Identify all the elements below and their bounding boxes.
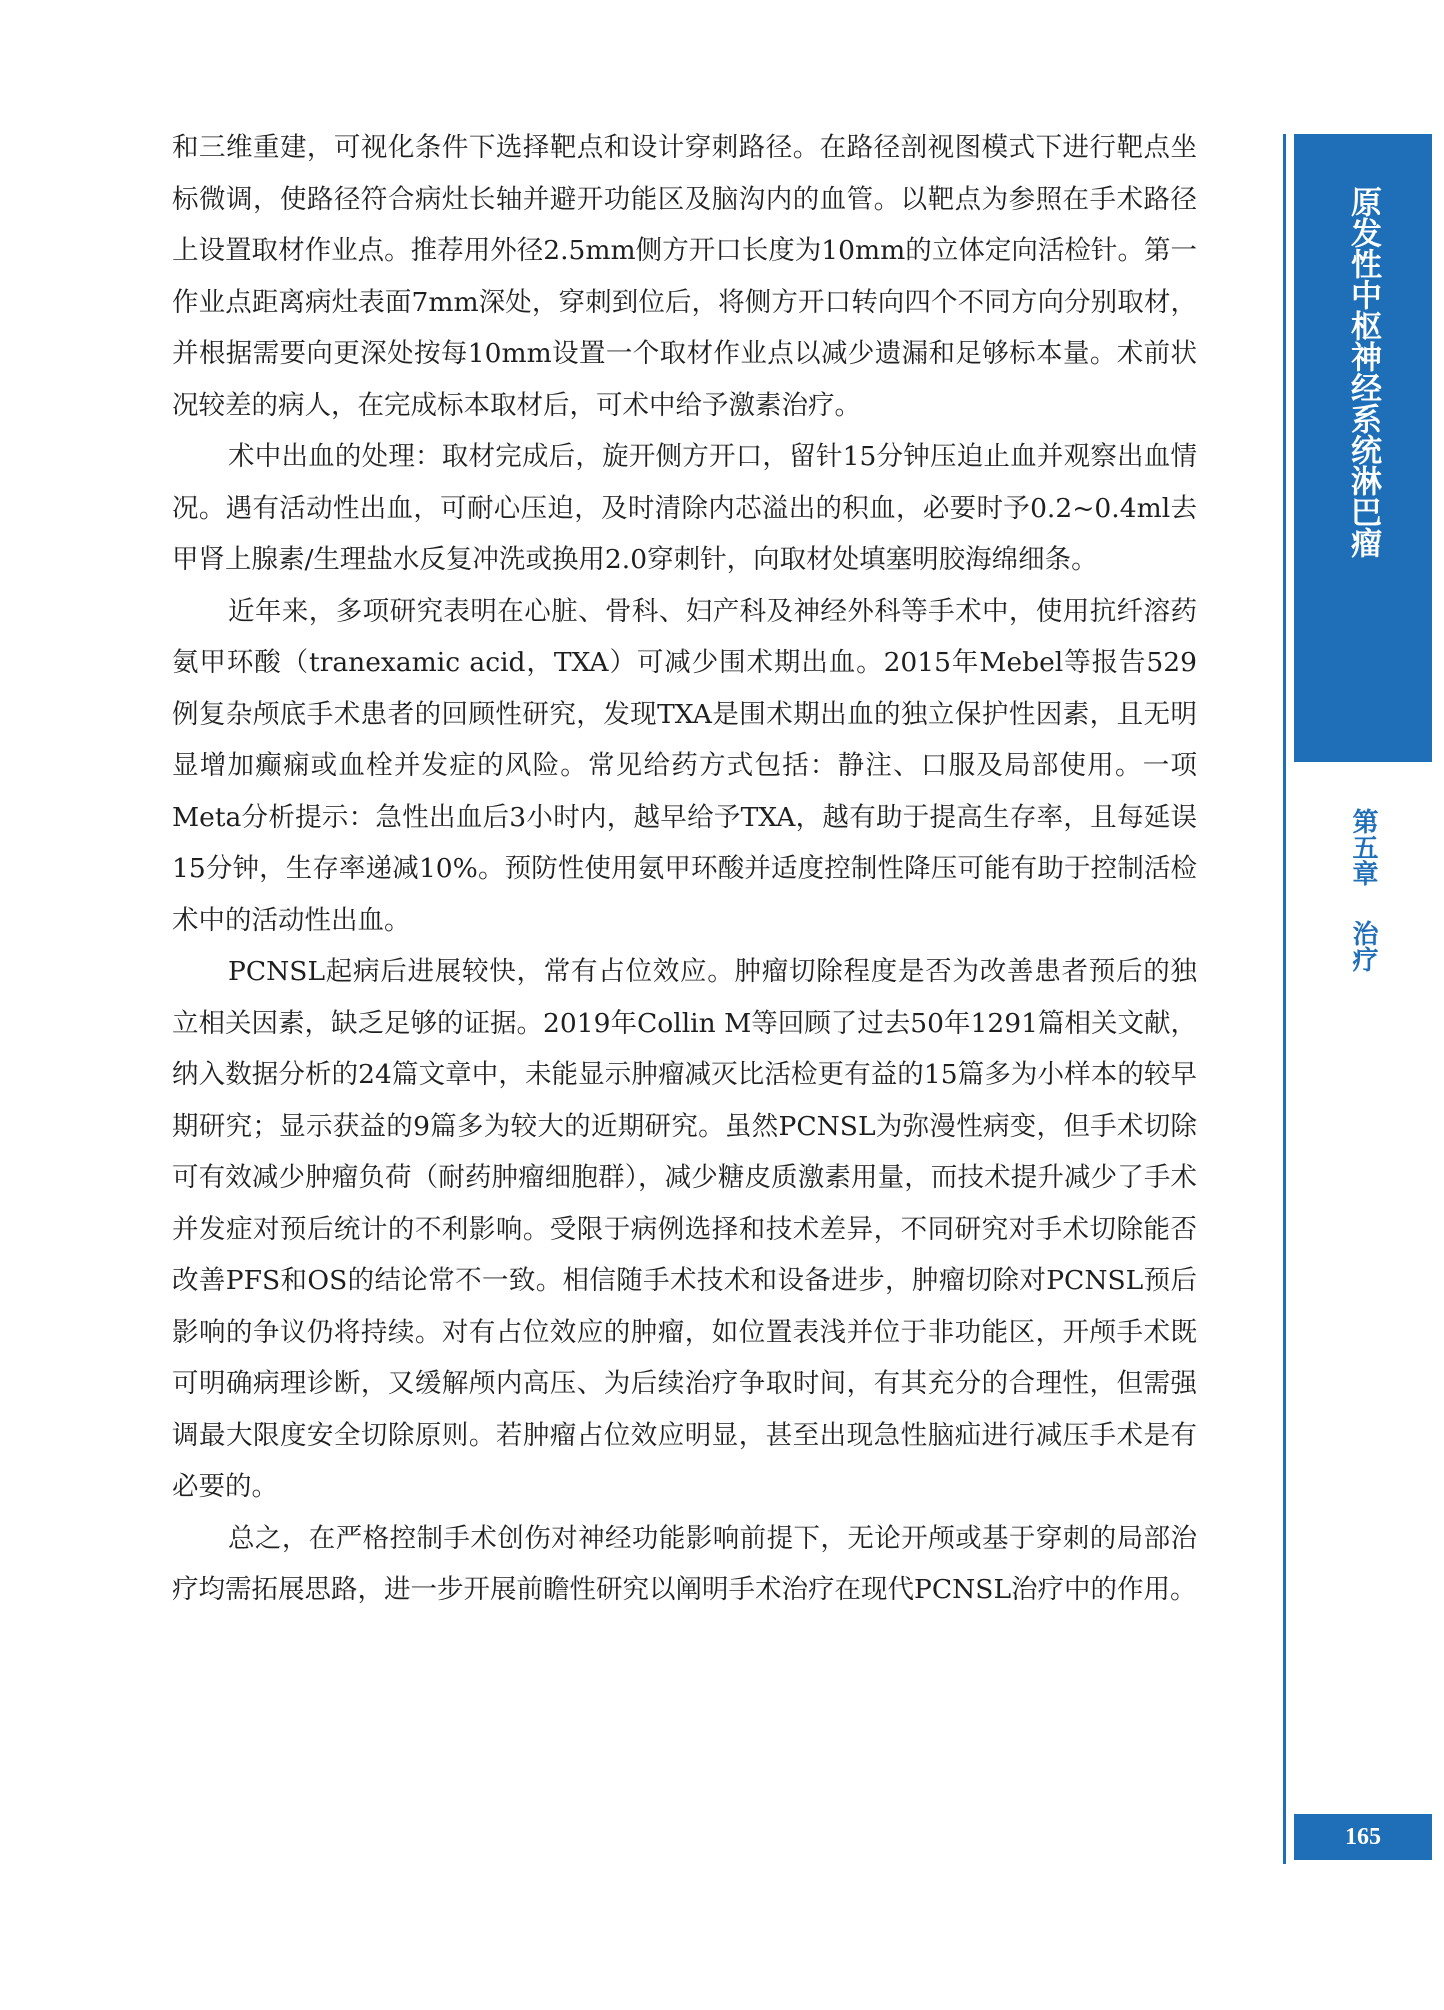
book-title-wrap [1294, 186, 1432, 558]
chapter-title: 治疗 [1348, 920, 1378, 972]
chapter-tab [1294, 134, 1432, 762]
book-title: 原发性中枢神经系统淋巴瘤 [1345, 186, 1381, 558]
paragraph-3: 近年来，多项研究表明在心脏、骨科、妇产科及神经外科等手术中，使用抗纤溶药氨甲环酸（tranexamic acid，TXA）可减少围术期出血。2015年Mebel等报告529例复杂颅底手术患者的回顾性研究，发现TXA是围术期出血的独立保护性因素，且无明显增加癫痫或血栓并发症的风险。常见给药方式包括：静注、口服及局部使用。一项Meta分析提示：急性出血后3小时内，越早给予TXA，越有助于提高生存率，且每延误15分钟，生存率递减10%。预防性使用氨甲环酸并适度控制性降压可能有助于控制活检术中的活动性出血。 [172, 595, 1197, 936]
main-text [172, 122, 1197, 1616]
paragraph-1: 和三维重建，可视化条件下选择靶点和设计穿刺路径。在路径剖视图模式下进行靶点坐标微调，使路径符合病灶长轴并避开功能区及脑沟内的血管。以靶点为参照在手术路径上设置取材作业点。推荐用外径2.5mm侧方开口长度为10mm的立体定向活检针。第一作业点距离病灶表面7mm深处，穿刺到位后，将侧方开口转向四个不同方向分别取材，并根据需要向更深处按每10mm设置一个取材作业点以减少遗漏和足够标本量。术前状况较差的病人，在完成标本取材后，可术中给予激素治疗。 [172, 132, 1197, 421]
page-number: 165 [1345, 1823, 1381, 1850]
margin-rule [1283, 134, 1286, 1864]
chapter-label [1294, 808, 1432, 972]
paragraph-5: 总之，在严格控制手术创伤对神经功能影响前提下，无论开颅或基于穿刺的局部治疗均需拓展思路，进一步开展前瞻性研究以阐明手术治疗在现代PCNSL治疗中的作用。 [172, 1522, 1197, 1605]
page-number-box [1294, 1814, 1432, 1860]
chapter-number: 第五章 [1348, 808, 1378, 886]
paragraph-4: PCNSL起病后进展较快，常有占位效应。肿瘤切除程度是否为改善患者预后的独立相关因素，缺乏足够的证据。2019年Collin M等回顾了过去50年1291篇相关文献，纳入数据分析的24篇文章中，未能显示肿瘤减灭比活检更有益的15篇多为小样本的较早期研究；显示获益的9篇多为较大的近期研究。虽然PCNSL为弥漫性病变，但手术切除可有效减少肿瘤负荷（耐药肿瘤细胞群），减少糖皮质激素用量，而技术提升减少了手术并发症对预后统计的不利影响。受限于病例选择和技术差异，不同研究对手术切除能否改善PFS和OS的结论常不一致。相信随手术技术和设备进步，肿瘤切除对PCNSL预后影响的争议仍将持续。对有占位效应的肿瘤，如位置表浅并位于非功能区，开颅手术既可明确病理诊断，又缓解颅内高压、为后续治疗争取时间，有其充分的合理性，但需强调最大限度安全切除原则。若肿瘤占位效应明显，甚至出现急性脑疝进行减压手术是有必要的。 [172, 956, 1197, 1502]
paragraph-2: 术中出血的处理：取材完成后，旋开侧方开口，留针15分钟压迫止血并观察出血情况。遇有活动性出血，可耐心压迫，及时清除内芯溢出的积血，必要时予0.2~0.4ml去甲肾上腺素/生理盐水反复冲洗或换用2.0穿刺针，向取材处填塞明胶海绵细条。 [172, 441, 1197, 575]
